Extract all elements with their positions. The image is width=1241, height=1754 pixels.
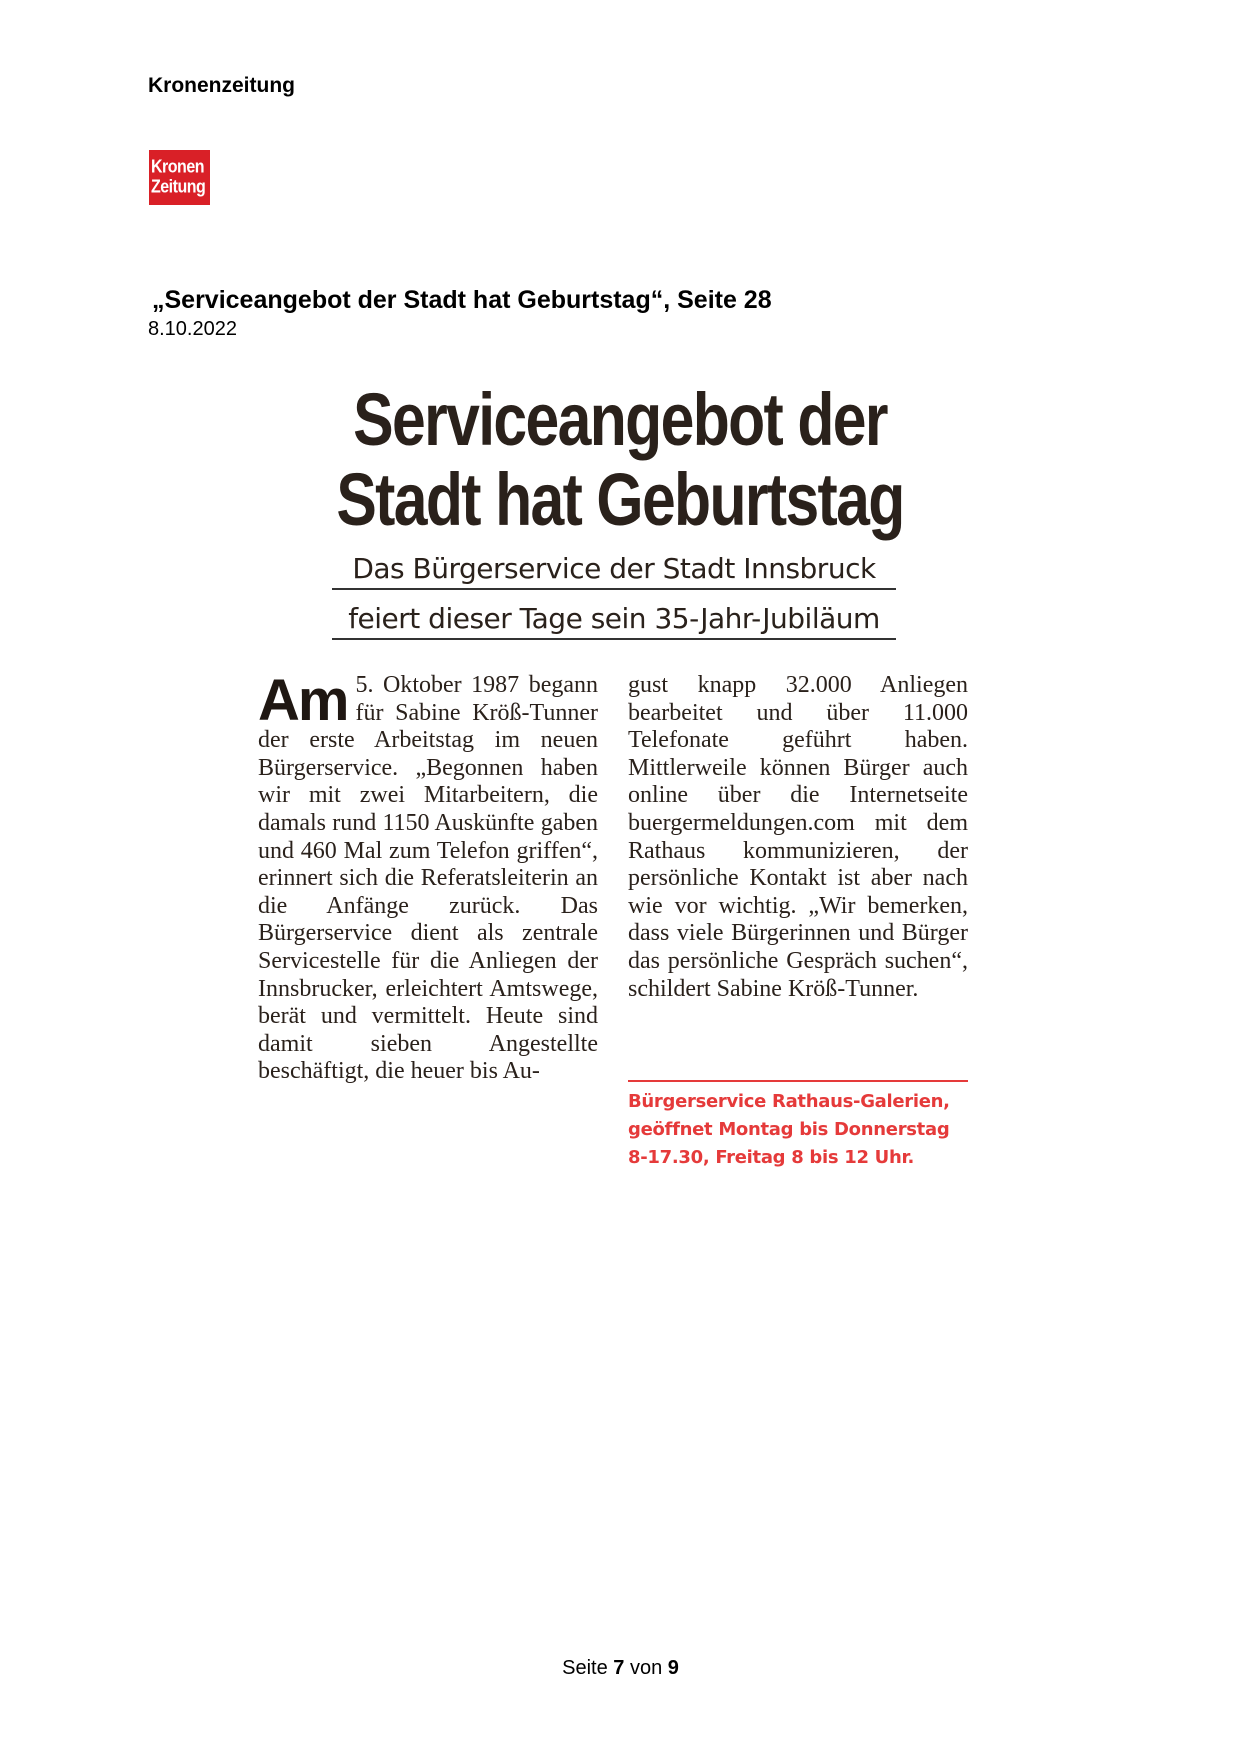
headline-line-2: Stadt hat Geburtstag xyxy=(336,458,904,541)
headline-line-1: Serviceangebot der xyxy=(353,378,887,461)
dropcap: Am xyxy=(258,668,348,733)
info-divider xyxy=(628,1080,968,1082)
info-box xyxy=(628,1088,968,1172)
info-line-2: geöffnet Montag bis Donnerstag xyxy=(628,1119,950,1140)
page-current: 7 xyxy=(613,1657,625,1679)
page-footer xyxy=(0,1657,1241,1680)
info-line-1: Bürgerservice Rathaus-Galerien, xyxy=(628,1091,950,1112)
page-label: Seite xyxy=(562,1657,608,1679)
document-date: 8.10.2022 xyxy=(148,318,237,340)
article-clipping xyxy=(250,380,990,1180)
page-of: von xyxy=(629,1657,663,1679)
source-name: Kronenzeitung xyxy=(148,74,295,97)
subheadline-line-2: feiert dieser Tage sein 35-Jahr-Jubiläum xyxy=(332,600,896,640)
document-title: „Serviceangebot der Stadt hat Geburtstag“, Seite 28 xyxy=(152,286,772,314)
left-column-text: 5. Oktober 1987 begann für Sabine Kröß-Tunner der erste Arbeitstag im neuen Bürgerservice. „Begonnen haben wir mit zwei Mitarbeitern, die damals rund 1150 Auskünfte gaben und 460 Mal zum Telefon griffen“, erinnert sich die Referatsleiterin an die Anfänge zurück. Das Bürgerservice dient als zentrale Servicestelle für die Anliegen der Innsbrucker, erleichtert Amtswege, berät und vermittelt. Heute sind damit sieben Angestellte beschäftigt, die heuer bis Au- xyxy=(258,672,598,1085)
article-column-left xyxy=(258,668,598,1086)
info-line-3: 8-17.30, Freitag 8 bis 12 Uhr. xyxy=(628,1147,915,1168)
article-headline xyxy=(250,380,990,540)
subheadline-line-1: Das Bürgerservice der Stadt Innsbruck xyxy=(332,550,896,590)
article-column-right: gust knapp 32.000 Anliegen bearbeitet und über 11.000 Telefonate geführt haben. Mittlerweile können Bürger auch online über die Internetseite buergermeldungen.com mit dem Rathaus kommunizieren, der persönliche Kontakt ist aber nach wie vor wichtig. „Wir bemerken, dass viele Bürgerinnen und Bürger das persönliche Gespräch suchen“, schildert Sabine Kröß-Tunner. xyxy=(628,672,968,1002)
logo-line-2: Zeitung xyxy=(151,177,206,197)
krone-logo xyxy=(149,150,210,205)
page-total: 9 xyxy=(667,1657,679,1679)
logo-line-1: Kronen xyxy=(151,157,204,177)
